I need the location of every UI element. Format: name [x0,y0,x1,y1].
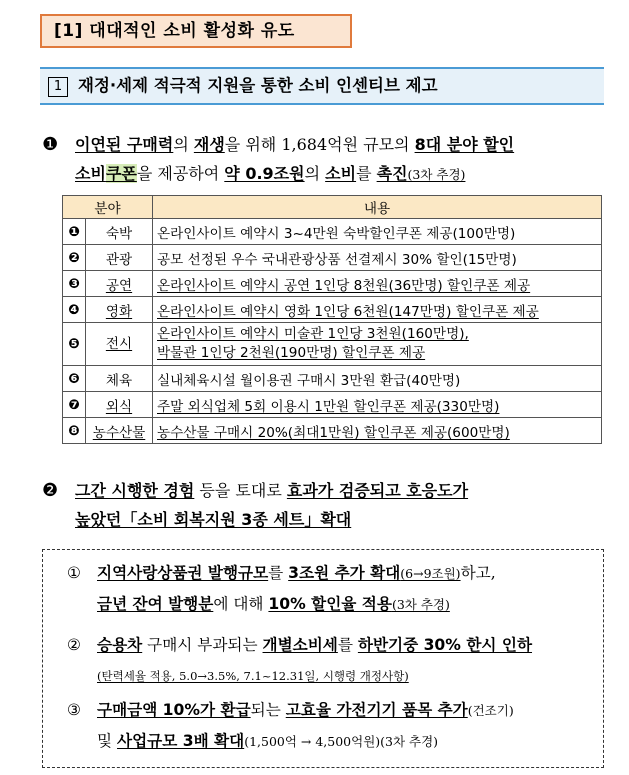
i1-h: 10% 할인율 적용 [268,595,392,613]
row-category: 전시 [86,323,153,366]
i2-a: 승용차 [97,636,143,654]
i1-d: (6→9조원) [400,566,461,581]
box-item-2 [67,630,597,690]
p1-s7: 쿠폰 [105,164,137,183]
i2-b: 구매시 부과되는 [142,636,263,654]
p2-s4: 높았던「소비 회복지원 3종 세트」확대 [75,510,352,529]
row-content [153,323,602,366]
p1-s5: 8대 분야 할인 [414,135,515,154]
row-category: 관광 [86,245,153,271]
box-item-1 [67,558,597,620]
i3-e: 및 [97,732,118,750]
subtitle-number: 1 [48,77,68,97]
i2-c: 개별소비세 [262,636,338,654]
table-row [63,219,602,245]
row-index: ❶ [63,219,86,245]
i3-d: (건조기) [467,703,514,718]
item-1-number: ① [67,564,81,582]
table-row [63,323,602,366]
header-content: 내용 [153,196,602,219]
p1-s11: 소비 [325,164,357,183]
row-content: 온라인사이트 예약시 공연 1인당 8천원(36만명) 할인쿠폰 제공 [153,271,602,297]
p1-s8: 을 제공하여 [136,164,225,183]
row-category: 숙박 [86,219,153,245]
row-category: 농수산물 [86,418,153,444]
p1-s9: 약 0.9조원 [224,164,305,183]
row-category: 외식 [86,392,153,418]
row-content: 온라인사이트 예약시 영화 1인당 6천원(147만명) 할인쿠폰 제공 [153,297,602,323]
row-index: ❸ [63,271,86,297]
p1-s10: 의 [304,164,326,183]
p1-s14: (3차 추경) [407,167,466,182]
row-content: 공모 선정된 우수 국내관광상품 선결제시 30% 할인(15만명) [153,245,602,271]
i1-g: 에 대해 [213,595,269,613]
table-row [63,366,602,392]
p1-s4: 을 위해 1,684억원 규모의 [224,135,415,154]
i3-c: 고효율 가전기기 품목 추가 [285,701,468,719]
point-2-bullet: ❷ [42,480,59,501]
i1-b: 를 [268,564,289,582]
i2-e: 하반기중 30% 한시 인하 [357,636,533,654]
row-content: 실내체육시설 월이용권 구매시 3만원 환급(40만명) [153,366,602,392]
row-index: ❼ [63,392,86,418]
table-row [63,297,602,323]
item-3-number: ③ [67,701,81,719]
p2-s3: 효과가 검증되고 호응도가 [286,481,469,500]
row-content: 농수산물 구매시 20%(최대1만원) 할인쿠폰 제공(600만명) [153,418,602,444]
table-header-row [63,196,602,219]
i2-f: (탄력세율 적용, 5.0→3.5%, 7.1~12.31일, 시행령 개정사항) [97,669,409,683]
subtitle-text: 재정·세제 적극적 지원을 통한 소비 인센티브 제고 [78,76,438,95]
i3-f: 사업규모 3배 확대 [117,732,245,750]
row-index: ❽ [63,418,86,444]
row-content-line-2: 박물관 1인당 2천원(190만명) 할인쿠폰 제공 [157,345,426,361]
i1-a: 지역사랑상품권 발행규모 [97,564,269,582]
i3-g: (1,500억 → 4,500억원)(3차 추경) [244,734,439,749]
coupon-category-table [62,195,602,444]
table-row [63,245,602,271]
point-1-paragraph [42,130,607,189]
row-category: 체육 [86,366,153,392]
row-category: 영화 [86,297,153,323]
p1-s1: 이연된 구매력 [75,135,174,154]
section-title: [1] 대대적인 소비 활성화 유도 [40,14,352,48]
row-category: 공연 [86,271,153,297]
i3-b: 되는 [250,701,286,719]
table-row [63,392,602,418]
table-row [63,271,602,297]
i1-i: (3차 추경) [391,597,450,612]
row-content-line-1: 온라인사이트 예약시 미술관 1인당 3천원(160만명), [157,326,469,342]
row-index: ❹ [63,297,86,323]
subtitle-bar [40,67,604,105]
i1-e: 하고, [460,564,496,582]
item-2-number: ② [67,636,81,654]
row-index: ❺ [63,323,86,366]
p1-s6: 소비 [75,164,106,183]
row-index: ❻ [63,366,86,392]
i1-f: 금년 잔여 발행분 [97,595,214,613]
consumption-recovery-box [42,549,604,768]
i3-a: 구매금액 10%가 환급 [97,701,251,719]
p1-s2: 의 [173,135,194,154]
row-content: 온라인사이트 예약시 3~4만원 숙박할인쿠폰 제공(100만명) [153,219,602,245]
p1-s3: 재생 [193,135,225,154]
p2-s1: 그간 시행한 경험 [75,481,195,500]
header-category: 분야 [63,196,153,219]
i2-d: 를 [337,636,358,654]
row-index: ❷ [63,245,86,271]
i1-c: 3조원 추가 확대 [288,564,401,582]
row-content: 주말 외식업체 5회 이용시 1만원 할인쿠폰 제공(330만명) [153,392,602,418]
box-item-3 [67,695,597,757]
table-row [63,418,602,444]
p1-s13: 촉진 [376,164,408,183]
p1-s12: 를 [356,164,377,183]
point-1-bullet: ❶ [42,134,59,155]
p2-s2: 등을 토대로 [194,481,287,500]
point-2-paragraph [42,476,607,534]
